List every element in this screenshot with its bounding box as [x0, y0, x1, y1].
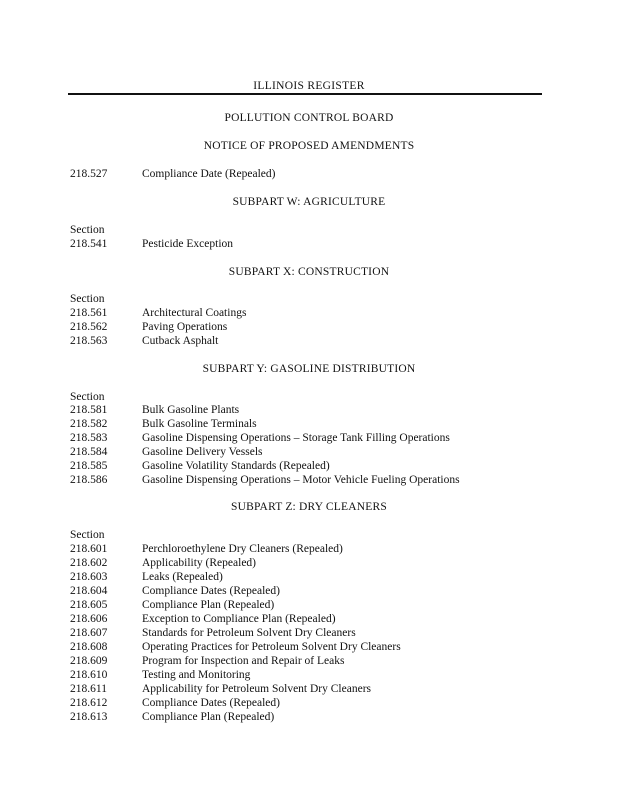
- section-number: 218.586: [70, 474, 108, 486]
- section-row: [70, 167, 275, 181]
- section-label: Section: [70, 293, 105, 305]
- section-title: Leaks (Repealed): [142, 571, 223, 583]
- section-number: 218.605: [70, 599, 108, 611]
- section-title: Program for Inspection and Repair of Leaks: [142, 655, 345, 667]
- section-number: 218.602: [70, 557, 108, 569]
- section-number: 218.584: [70, 446, 108, 458]
- section-number: 218.608: [70, 641, 108, 653]
- section-row: [70, 306, 246, 320]
- section-title: Architectural Coatings: [142, 307, 247, 319]
- section-title: Pesticide Exception: [142, 238, 234, 250]
- section-row: [70, 696, 280, 710]
- subpart-heading: SUBPART X: CONSTRUCTION: [228, 266, 390, 278]
- register-title: ILLINOIS REGISTER: [253, 80, 365, 92]
- section-row: [70, 556, 256, 570]
- section-title: Compliance Dates (Repealed): [142, 697, 280, 709]
- section-row: [70, 334, 218, 348]
- section-label: Section: [70, 529, 105, 541]
- section-title: Cutback Asphalt: [142, 335, 219, 347]
- section-title: Standards for Petroleum Solvent Dry Cleaners: [142, 627, 356, 639]
- section-number: 218.603: [70, 571, 108, 583]
- section-title: Exception to Compliance Plan (Repealed): [142, 613, 336, 625]
- section-title: Compliance Dates (Repealed): [142, 585, 280, 597]
- section-row: [70, 612, 336, 626]
- section-number: 218.607: [70, 627, 108, 639]
- section-number: 218.561: [70, 307, 108, 319]
- section-number: 218.581: [70, 404, 108, 416]
- subpart-heading: SUBPART Y: GASOLINE DISTRIBUTION: [202, 363, 416, 375]
- section-title: Gasoline Volatility Standards (Repealed): [142, 460, 330, 472]
- section-number: 218.563: [70, 335, 108, 347]
- section-title: Perchloroethylene Dry Cleaners (Repealed): [142, 543, 343, 555]
- section-row: [70, 473, 460, 487]
- subpart-heading: SUBPART Z: DRY CLEANERS: [231, 501, 387, 513]
- section-row: [70, 403, 239, 417]
- section-row: [70, 598, 274, 612]
- subpart-heading: SUBPART W: AGRICULTURE: [232, 196, 386, 208]
- section-number: 218.609: [70, 655, 108, 667]
- section-row: [70, 654, 344, 668]
- section-row: [70, 431, 450, 445]
- section-number: 218.583: [70, 432, 108, 444]
- section-row: [70, 542, 343, 556]
- section-row: [70, 570, 223, 584]
- section-title: Paving Operations: [142, 321, 228, 333]
- section-number: 218.562: [70, 321, 108, 333]
- header-rule: [68, 93, 542, 95]
- section-title: Gasoline Delivery Vessels: [142, 446, 263, 458]
- section-row: [70, 237, 233, 251]
- section-label: Section: [70, 391, 105, 403]
- section-row: [70, 668, 250, 682]
- section-number: 218.541: [70, 238, 108, 250]
- section-number: 218.527: [70, 168, 108, 180]
- section-number: 218.604: [70, 585, 108, 597]
- section-title: Bulk Gasoline Plants: [142, 404, 240, 416]
- section-title: Gasoline Dispensing Operations – Motor Vehicle Fueling Operations: [142, 474, 460, 486]
- section-row: [70, 682, 371, 696]
- section-row: [70, 445, 263, 459]
- notice-title: NOTICE OF PROPOSED AMENDMENTS: [203, 140, 415, 152]
- section-row: [70, 640, 401, 654]
- section-row: [70, 459, 330, 473]
- section-title: Testing and Monitoring: [142, 669, 251, 681]
- agency-name: POLLUTION CONTROL BOARD: [224, 112, 394, 124]
- section-row: [70, 584, 280, 598]
- section-title: Operating Practices for Petroleum Solvent Dry Cleaners: [142, 641, 401, 653]
- section-title: Applicability (Repealed): [142, 557, 257, 569]
- section-label: Section: [70, 224, 105, 236]
- section-title: Compliance Plan (Repealed): [142, 599, 275, 611]
- section-row: [70, 626, 356, 640]
- section-number: 218.612: [70, 697, 108, 709]
- section-row: [70, 710, 274, 724]
- section-title: Compliance Date (Repealed): [142, 168, 276, 180]
- section-number: 218.611: [70, 683, 107, 695]
- section-row: [70, 320, 227, 334]
- section-title: Applicability for Petroleum Solvent Dry Cleaners: [142, 683, 371, 695]
- section-number: 218.613: [70, 711, 108, 723]
- section-title: Compliance Plan (Repealed): [142, 711, 275, 723]
- section-title: Gasoline Dispensing Operations – Storage Tank Filling Operations: [142, 432, 450, 444]
- section-number: 218.585: [70, 460, 108, 472]
- section-number: 218.601: [70, 543, 108, 555]
- section-number: 218.610: [70, 669, 108, 681]
- section-title: Bulk Gasoline Terminals: [142, 418, 257, 430]
- section-number: 218.606: [70, 613, 108, 625]
- section-number: 218.582: [70, 418, 108, 430]
- section-row: [70, 417, 257, 431]
